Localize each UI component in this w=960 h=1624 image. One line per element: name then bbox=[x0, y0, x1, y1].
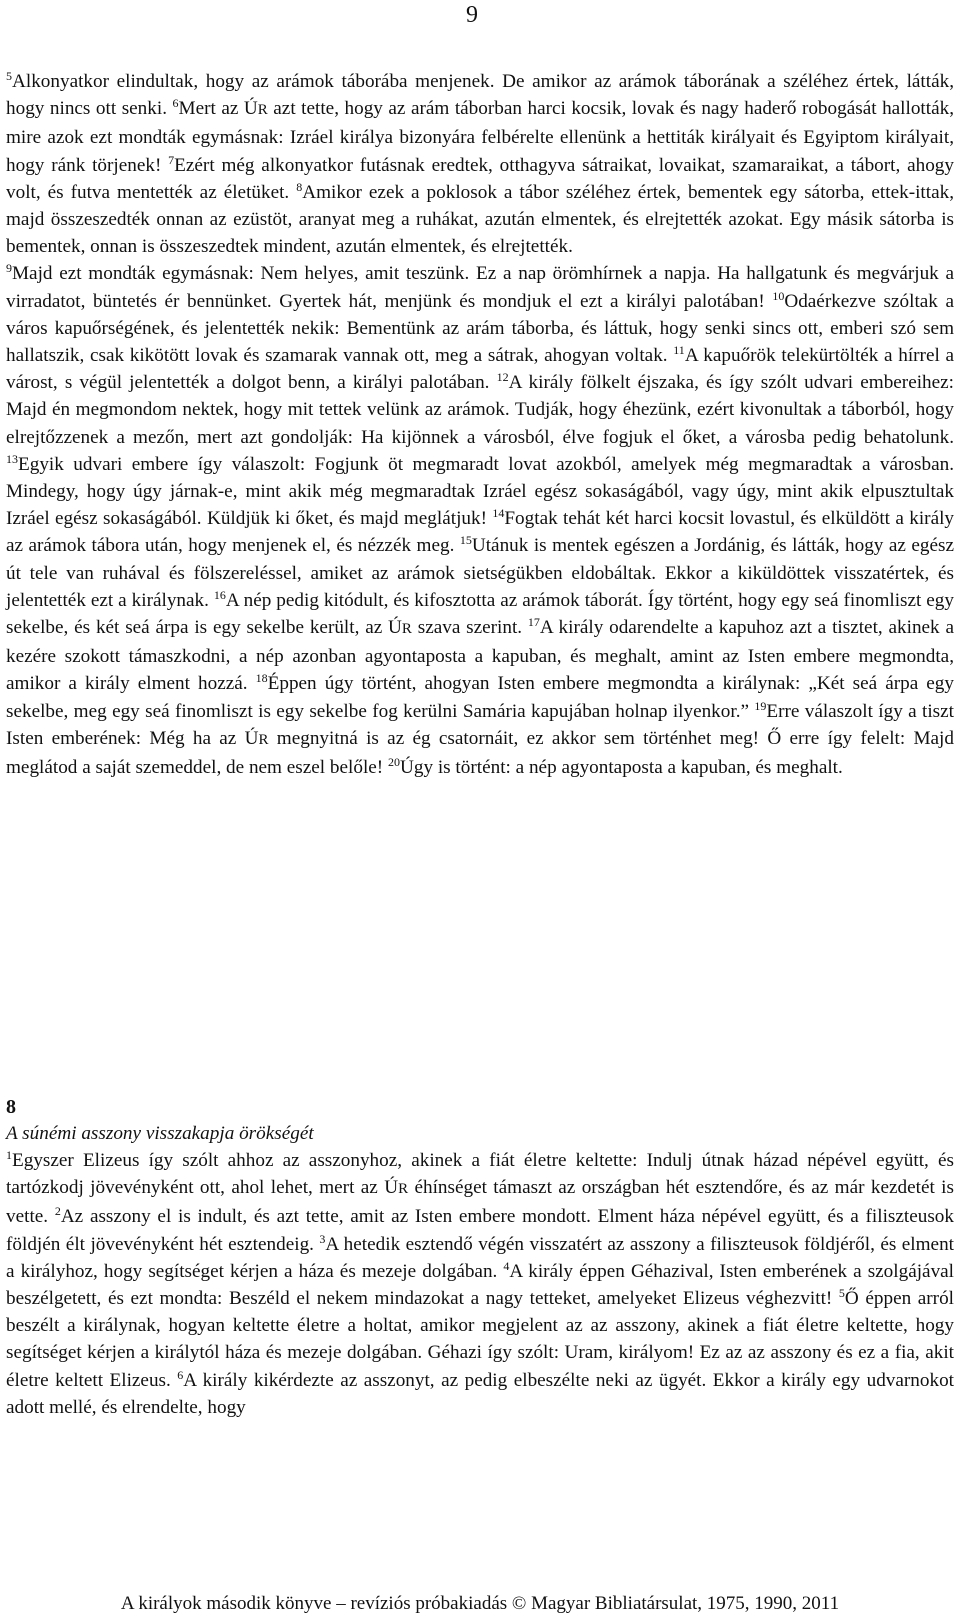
chapter-8-text bbox=[6, 1147, 954, 1421]
verse-number: 9 bbox=[6, 261, 12, 276]
verse-text: A király odarendelte a kapuhoz azt a tisztet, akinek a kezére szokott támaszkodni, a nép azonban agyontaposta a kapuban, és meghalt, amint az Isten embere megmondta, amikor a király elment hozzá. bbox=[6, 617, 954, 695]
chapter-8-section bbox=[6, 1094, 954, 1421]
verse-text: Éppen úgy történt, ahogyan Isten embere megmondta a királynak: „Két seá árpa egy sekelbe, meg egy seá finomliszt is egy sekelbe fog kerülni Samária kapujában holnap ilyenkor.” bbox=[6, 673, 954, 722]
verse-number: 13 bbox=[6, 451, 18, 466]
verse-number: 6 bbox=[177, 1367, 184, 1382]
verse-text: megnyitná is az ég csatornáit, ez akkor sem történhet meg! Ő erre így felelt: Majd meglátod a saját szemeddel, de nem eszel belőle! bbox=[6, 727, 954, 779]
verse-number: 12 bbox=[496, 370, 509, 385]
verse-number: 6 bbox=[172, 96, 179, 111]
passage-chapter-8 bbox=[6, 1147, 954, 1421]
small-caps-letter: R bbox=[258, 731, 269, 748]
verse-number: 18 bbox=[255, 671, 268, 686]
small-caps-letter: R bbox=[401, 621, 412, 638]
verse-number: 3 bbox=[319, 1231, 326, 1246]
chapter-number: 8 bbox=[6, 1096, 16, 1118]
verse-text: Amikor ezek a poklosok a tábor széléhez értek, bementek egy sátorba, ettek-ittak, majd összeszedték onnan az ezüstöt, aranyat meg a ruhákat, azután elmentek, és elrejtették azokat. Egy másik sátorba is bementek, onnan is összeszedtek mindent, azután elmentek, és elrejtették. bbox=[6, 181, 954, 258]
verse-text: Egyik udvari embere így válaszolt: Fogjunk öt megmaradt lovat azokból, amelyek még megmaradtak a városban. Mindegy, hogy úgy járnak-e, mint akik még megmaradtak Izráel egész sokaságából, vagy úgy, mint akik elpusztultak Izráel egész sokaságából. Küldjük ki őket, és majd meglátjuk! bbox=[6, 453, 954, 530]
verse-number: 11 bbox=[673, 343, 685, 358]
verse-text: A kapuőrök telekürtölték a hírrel a várost, s végül jelentették a dolgot benn, a királyi palotában. bbox=[6, 345, 954, 394]
verse-text: Úgy is történt: a nép agyontaposta a kapuban, és meghalt. bbox=[400, 757, 843, 779]
verse-number: 1 bbox=[6, 1148, 12, 1162]
verse-number: 16 bbox=[213, 587, 226, 602]
verse-text: Az asszony el is indult, és azt tette, amit az Isten embere mondott. Elment háza népével együtt, és a filiszteusok földjén élt jövevényként hét esztendeig. bbox=[6, 1206, 954, 1255]
verse-number: 20 bbox=[388, 755, 400, 770]
verse-text: Majd ezt mondták egymásnak: Nem helyes, amit teszünk. Ez a nap örömhírnek a napja. Ha hallgatunk és megvárjuk a virradatot, büntetés ér bennünket. Gyertek hát, menjünk és mondjuk el ezt a királyi palotában! bbox=[6, 263, 954, 312]
verse-text: A király fölkelt éjszaka, és így szólt udvari embereihez: Majd én megmondom nektek, hogy mit tettek velünk az arámok. Tudják, hogy éhezünk, ezért kivonultak a táborból, hogy elrejtőzzenek a mezőn, mert azt gondolják: Ha kijönnek a városból, élve fogjuk el őket, a városba pedig behatolunk. bbox=[6, 372, 954, 448]
verse-text: Erre válaszolt így a tiszt Isten emberének: Még ha az Ú bbox=[6, 700, 954, 749]
verse-text: Egyszer Elizeus így szólt ahhoz az asszonyhoz, akinek a fiát életre keltette: Indulj útnak házad népével együtt, és tartózkodj jövevényként ott, ahol lehet, mert az Ú bbox=[6, 1150, 954, 1199]
page-number: 9 bbox=[466, 2, 478, 28]
verse-text: A nép pedig kitódult, és kifosztotta az arámok táborát. Így történt, hogy egy seá finomliszt egy sekelbe, és két seá árpa is egy sekelbe került, az Ú bbox=[6, 589, 954, 639]
verse-text: Ő éppen arról beszélt a királynak, hogyan keltette életre a holtat, amikor megjelent az az asszony, akinek a fiát életre keltette, hogy segítséget kérjen a királytól háza és mezeje dolgában. Géhazi így szólt: Uram, királyom! Ez az az asszony és ez a fia, akit életre keltett Elizeus. bbox=[6, 1288, 954, 1391]
verse-text: azt tette, hogy az arám táborban harci kocsik, lovak és nagy haderő robogását hallották, mire azok ezt mondták egymásnak: Izráel királya bizonyára felbérelte ellenünk a hettiták királyait és Egyiptom királyait, hogy ránk törjenek! bbox=[6, 98, 955, 176]
verse-number: 19 bbox=[754, 698, 767, 713]
verse-number: 5 bbox=[838, 1286, 845, 1301]
verse-number: 7 bbox=[168, 152, 175, 167]
verse-text: Alkonyatkor elindultak, hogy az arámok táborába menjenek. De amikor az arámok táborának a széléhez értek, látták, hogy nincs ott senki. bbox=[6, 71, 954, 120]
passage-verses-9-20 bbox=[6, 260, 954, 781]
verse-number: 5 bbox=[6, 69, 12, 83]
verse-number: 15 bbox=[459, 533, 472, 548]
verse-text: Ezért még alkonyatkor futásnak eredtek, otthagyva sátraikat, lovaikat, szamaraikat, a tábort, ahogy volt, és futva mentették az életüket. bbox=[6, 154, 954, 203]
verse-number: 10 bbox=[772, 288, 785, 303]
footer: A királyok második könyve – revíziós próbakiadás © Magyar Bibliatársulat, 1975, 1990, 2011 bbox=[120, 1593, 840, 1614]
small-caps-letter: R bbox=[398, 1181, 409, 1198]
chapter-7-text bbox=[6, 68, 954, 781]
verse-text: Utánuk is mentek egészen a Jordánig, és látták, hogy az egész út tele van ruhával és fölszereléssel, amiket az arámok sietségükben eldobáltak. Ekkor a kiküldöttek visszatértek, és jelentették ezt a királynak. bbox=[6, 535, 954, 611]
verse-text: Fogtak tehát két harci kocsit lovastul, és elküldött a király az arámok tábora után, hogy menjenek el, és nézzék meg. bbox=[6, 508, 955, 557]
small-caps-letter: R bbox=[257, 102, 268, 119]
verse-text: szava szerint. bbox=[411, 617, 528, 639]
verse-text: A király kikérdezte az asszonyt, az pedig elbeszélte neki az ügyét. Ekkor a király egy udvarnokot adott mellé, és elrendelte, hogy bbox=[6, 1369, 954, 1418]
passage-verses-5-8 bbox=[6, 68, 954, 260]
verse-text: éhínséget támaszt az országban hét esztendőre, és az már kezdetét is vette. bbox=[6, 1177, 954, 1228]
verse-text: Mert az Ú bbox=[178, 98, 258, 120]
verse-number: 8 bbox=[296, 179, 303, 194]
verse-text: Odaérkezve szóltak a város kapuőrségének, és jelentették nekik: Bementünk az arám táborba, és láttuk, hogy senki sincs ott, emberi szó sem hallatszik, csak kikötött lovak és szamarak vannak ott, meg a sátrak, ahogyan voltak. bbox=[6, 290, 954, 367]
verse-number: 14 bbox=[492, 506, 505, 521]
verse-text: A király éppen Géhazival, Isten emberének a szolgájával beszélgetett, és ezt mondta: Beszéld el nekem mindazokat a nagy tetteket, amelyeket Elizeus véghezvitt! bbox=[6, 1260, 955, 1310]
verse-number: 17 bbox=[527, 615, 540, 630]
verse-text: A hetedik esztendő végén visszatért az asszony a filiszteusok földjéről, és elment a királyhoz, hogy segítséget kérjen a háza és mezeje dolgában. bbox=[6, 1233, 954, 1282]
verse-number: 4 bbox=[503, 1258, 510, 1273]
section-title: A súnémi asszony visszakapja örökségét bbox=[6, 1123, 314, 1144]
verse-number: 2 bbox=[54, 1204, 61, 1219]
